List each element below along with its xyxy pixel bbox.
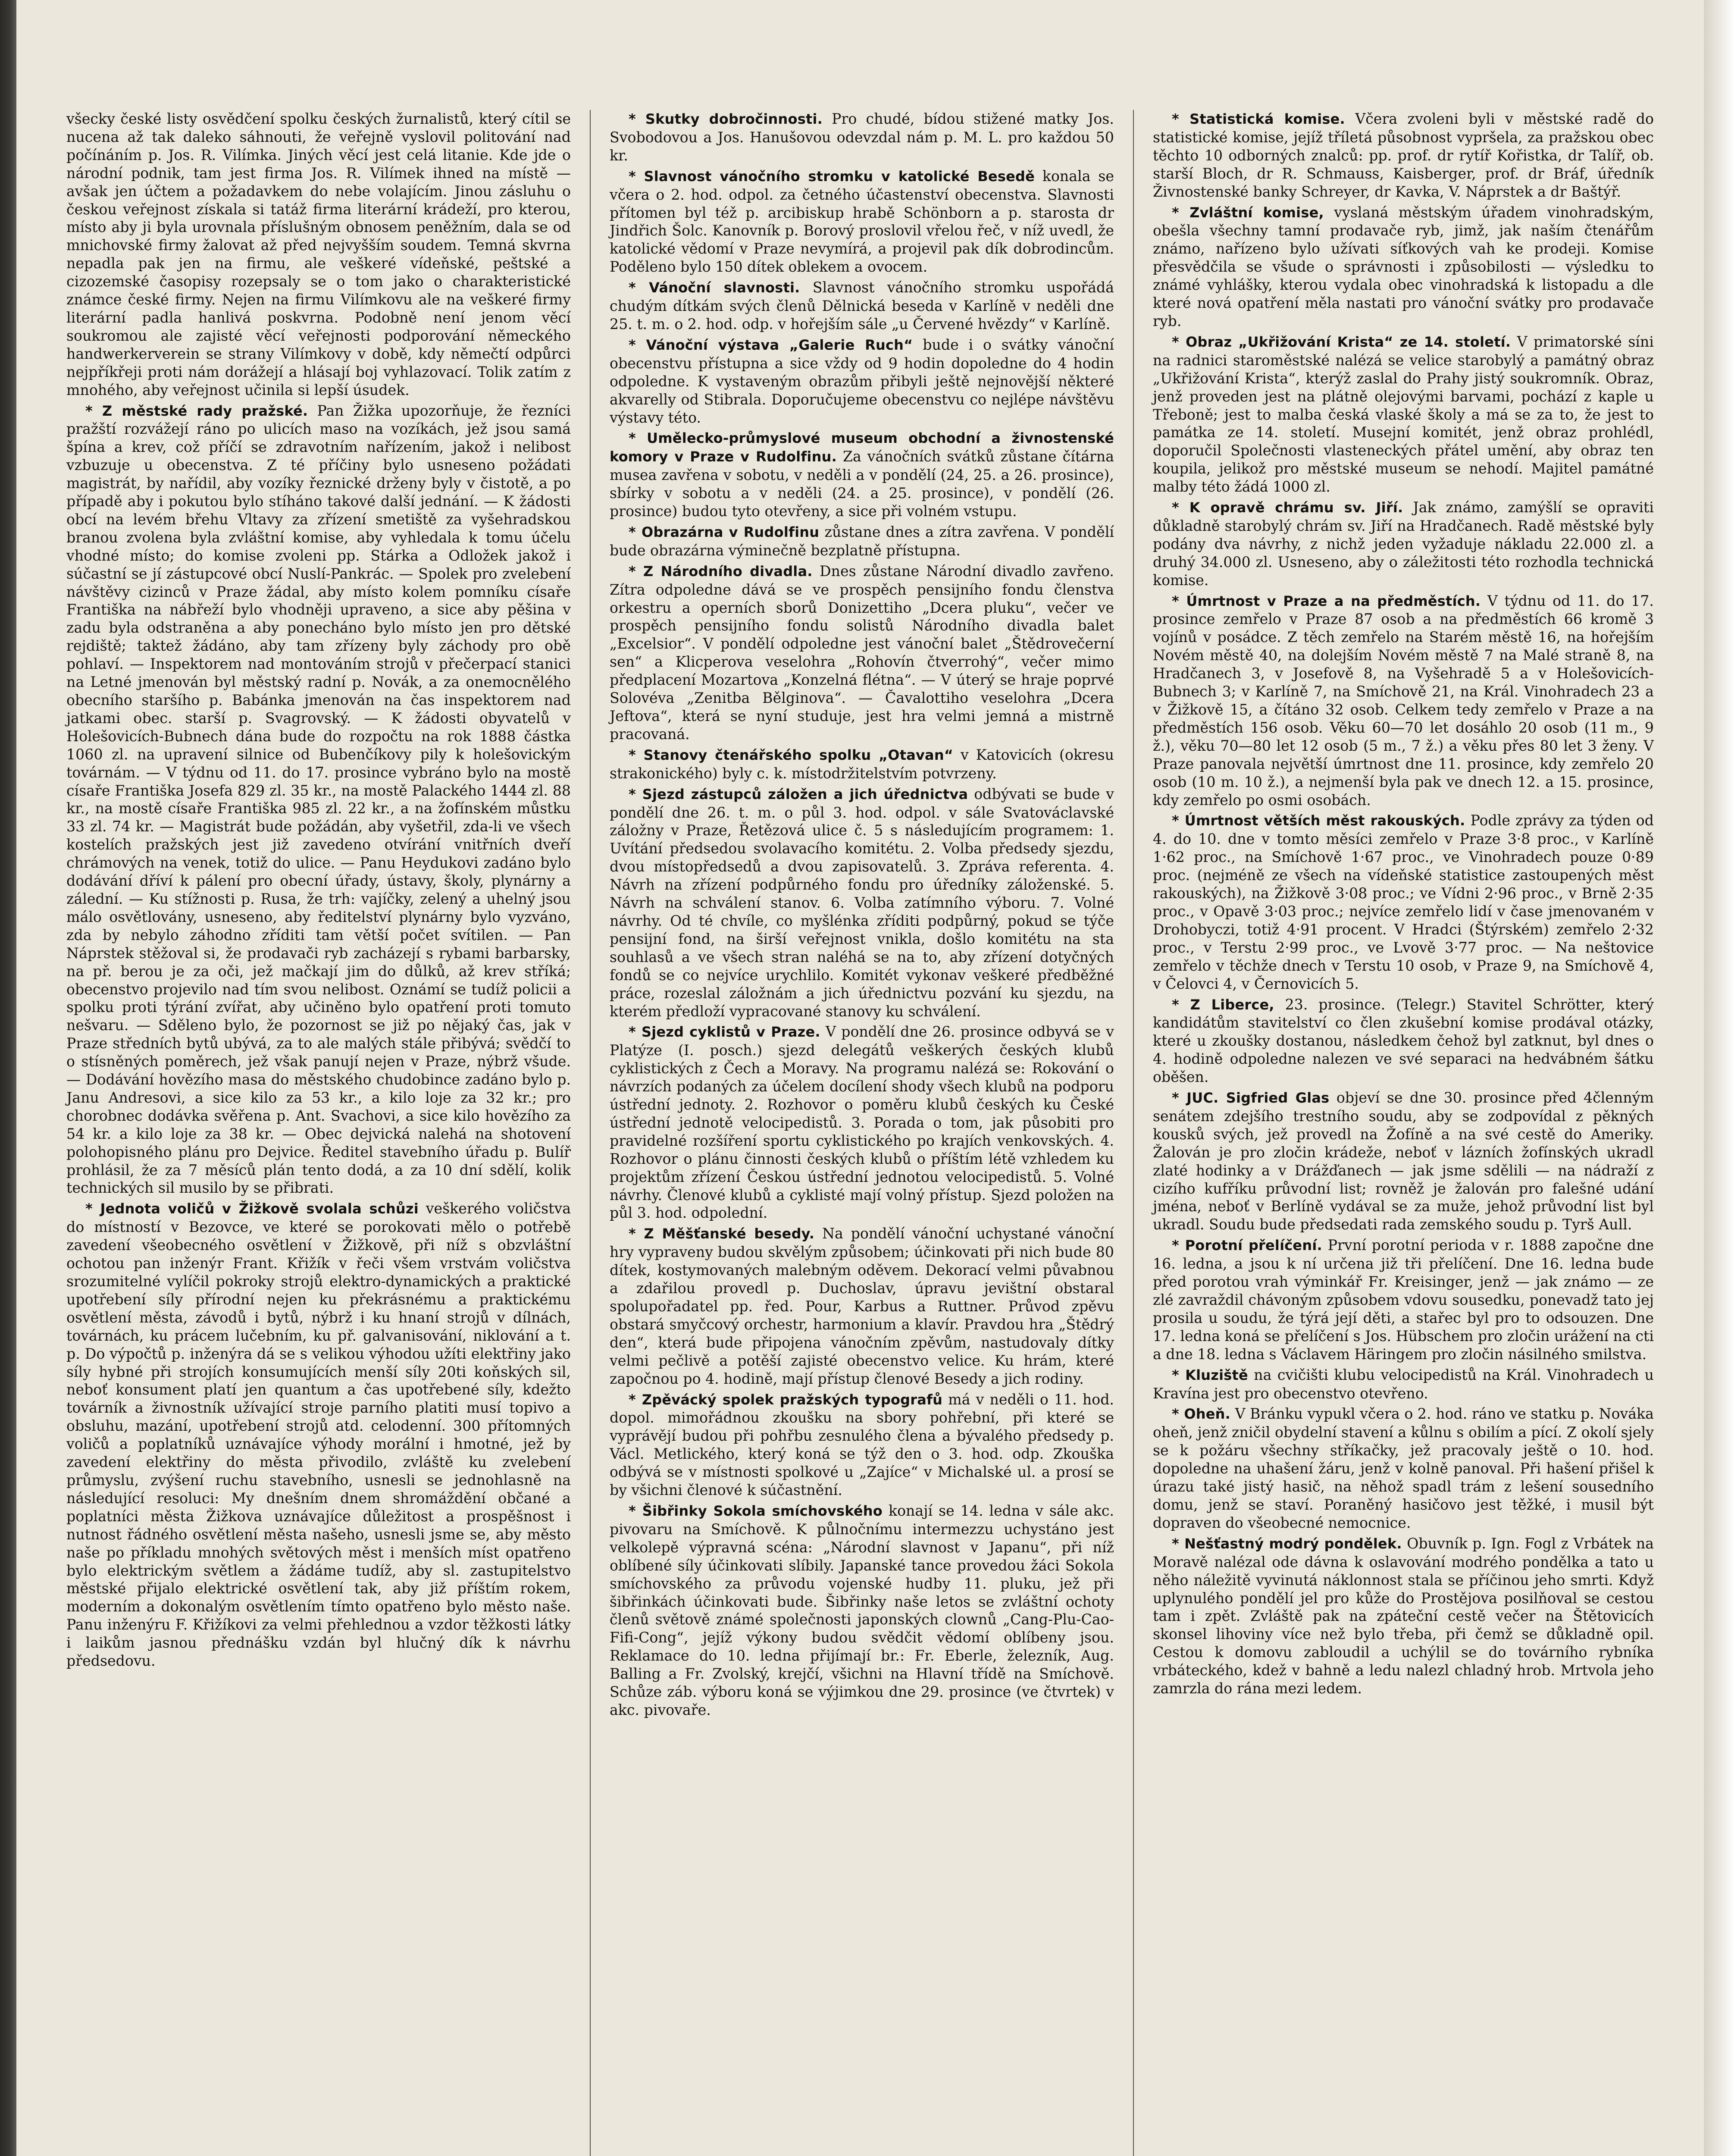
news-item	[610, 429, 1114, 520]
news-item-heading: * Slavnost vánočního stromku v katolické Besedě	[629, 168, 1035, 185]
news-item-body: V Bránku vypukl včera o 2. hod. ráno ve statku p. Nováka oheň, jenž zničil obydelní stavení a kůlnu s obilím a pící. Z okolí sjely se k požáru všechny stříkačky, jež pracovaly ještě o 10. hod. dopoledne na uhašení žáru, jenž v kolně panoval. Při hašení přišel k úrazu také jistý hasič, na něhož spadl trám z lešení sousedního domu, jenž se staví. Poraněný hasičovo jest těžké, i musil být dopraven do všeobecné nemocnice.	[1153, 1405, 1654, 1531]
news-item-body: v Katovicích (okresu strakonického) byly c. k. místodržitelstvím potvrzeny.	[610, 746, 1114, 782]
news-item-heading: * JUC. Sigfried Glas	[1172, 1090, 1330, 1106]
news-item-body: na cvičišti klubu velocipedistů na Král. Vinohradech u Kravína jest pro obecenstvo otevřeno.	[1153, 1366, 1654, 1402]
news-item-heading: * Kluziště	[1172, 1366, 1248, 1383]
news-item	[1153, 1405, 1654, 1532]
news-item	[610, 167, 1114, 276]
news-item-body: V primatorské síni na radnici staroměstské nalézá se velice starobylý a památný obraz „Ukřižování Krista“, kterýž zaslal do Prahy jistý soukromník. Obraz, jenž proveden jest na plátně olejovými barvami, pochází z kaple u Třeboně; jest to malba česká vlaské školy a má se za to, že jest to památka ze 14. století. Musejní komitét, jenž obraz prohlédl, doporučil Společnosti vlasteneckých přátel umění, aby obraz ten koupila, jelikož pro městské museum se nehodí. Majitel památné malby této žádá 1000 zl.	[1153, 333, 1654, 495]
news-item-heading: * Sjezd zástupců záložen a jich úřednictva	[629, 786, 968, 802]
news-item-body: První porotní perioda v r. 1888 započne dne 16. ledna, a jsou k ní určena již tři přelíčení. Dne 16. ledna bude před porotou vrah výminkář Fr. Kreisinger, jenž — jak známo — ze zlé zavraždil chávoným způsobem vdovu sousedku, ponevadž tato jej prosila u soudu, že týrá její děti, a stařec byl pro to odsouzen. Dne 17. ledna koná se přelíčení s Jos. Hübschem pro zločin urážení na cti a dne 18. ledna s Václavem Häringem pro zločin násilného smilstva.	[1153, 1237, 1654, 1363]
news-item-body: konají se 14. ledna v sále akc. pivovaru na Smíchově. K půlnočnímu intermezzu uchystáno jest velkolepě výpravná scéna: „Národní slavnost v Japanu“, při níž oblíbené síly účinkovati slíbily. Japanské tance provedou žáci Sokola smíchovského za průvodu vojenské hudby 11. pluku, jež při šibřinkách účinkovati bude. Šibřinky naše letos se zvláštní ochoty členů světově známé společnosti japonských clownů „Cang-Plu-Cao-Fifi-Cong“, jejíž výkony budou svědčit vědomí oblíbeny jsou. Reklamace do 10. ledna přijímají br.: Fr. Eberle, železník, Aug. Balling a Fr. Zvolský, krejčí, všichni na Hlavní třídě na Smíchově. Schůze záb. výboru koná se výjimkou dne 29. prosince (ve čtvrtek) v akc. pivovaře.	[610, 1502, 1114, 1718]
news-item-body: má v neděli o 11. hod. dopol. mimořádnou zkoušku na sbory pohřební, při které se vyprávějí budou při pohřbu zesnulého člena a bývalého předsedy p. Václ. Metlického, který koná se týž den o 3. hod. odp. Zkouška odbývá se v místnosti spolkové u „Zajíce“ v Michalské ul. a prosí se by všichni členové k súčastnění.	[610, 1391, 1114, 1499]
news-item	[610, 1502, 1114, 1719]
news-item-body: konala se včera o 2. hod. odpol. za četného účastenství obecenstva. Slavnosti přítomen byl též p. arcibiskup hrabě Schönborn a p. starosta dr Jindřich Šolc. Kanovník p. Borový proslovil vřelou řeč, v níž uvedl, že katolické vědomí v Praze nevymírá, a projevil pak dík dobrodincům. Poděleno bylo 150 dítek oblekem a ovocem.	[610, 167, 1114, 276]
news-item-heading: * Úmrtnost v Praze a na předměstích.	[1172, 592, 1481, 609]
news-item	[610, 336, 1114, 427]
news-item	[610, 523, 1114, 560]
news-item-heading: * Z Měšťanské besedy.	[629, 1225, 815, 1242]
news-item-body: 23. prosince. (Telegr.) Stavitel Schrötter, který kandidátům stavitelství co člen zkušební komise prodával otázky, které u zkoušky dostanou, následkem čehož byl zatknut, byl dnes o 4. hodině odpoledne nalezen ve své separaci na hedvábném šátku oběšen.	[1153, 996, 1654, 1086]
news-item-body: Obuvník p. Ign. Fogl z Vrbátek na Moravě nalézal ode dávna k oslavování modrého pondělka a tato u něho náležitě vyvinutá náklonnost stala se příčinou jeho smrti. Když uplynulého pondělí jel pro kůže do Prostějova posilňoval se cestou tam i zpět. Zvláště pak na zpáteční cestě večer na Štětovicích skonsel lihoviny více než bylo třeba, při čemž se důkladně opil. Cestou k domovu zabloudil a uchýlil se do továrního rybníka vrbáteckého, kdež v bahně a ledu nalezl chladný hrob. Mrtvola jeho zamrzla do rána mezi ledem.	[1153, 1535, 1654, 1697]
news-item	[1153, 996, 1654, 1087]
news-item-body: Slavnost vánočního stromku uspořádá chudým dítkám svých členů Dělnická beseda v Karlíně v neděli dne 25. t. m. o 2. hod. odp. v hořejším sále „u Červené hvězdy“ v Karlíně.	[610, 279, 1114, 332]
news-item-heading: * Obrazárna v Rudolfinu	[629, 523, 820, 540]
news-item-body: Jak známo, zamýšlí se opraviti důkladně starobylý chrám sv. Jiří na Hradčanech. Radě městské byly podány dva návrhy, z nichž jeden vyžaduje nákladu 22.000 zl. a druhý 34.000 zl. Usneseno, aby o záležitosti této rozhodla technická komise.	[1153, 499, 1654, 589]
news-item-body: V týdnu od 11. do 17. prosince zemřelo v Praze 87 osob a na předměstích 66 kromě 3 vojínů v posádce. Z těch zemřelo na Starém městě 16, na hořejším Novém městě 40, na dolejším Novém městě 7 na Malé straně 8, na Hradčanech 3, v Josefově 8, na Vyšehradě 5 a v Holešovicích-Bubnech 3; v Karlíně 7, na Smíchově 21, na Král. Vinohradech 23 a v Žižkově 15, a čítáno 32 osob. Celkem tedy zemřelo v Praze a na předměstích 156 osob. Věku 60—70 let dosáhlo 20 osob (11 m., 9 ž.), věku 70—80 let 12 osob (5 m., 7 ž.) a věku přes 80 let 3 ženy. V Praze panovala největší úmrtnost dne 11. prosince, kdy zemřelo 20 osob (10 m. 10 ž.), a nejmenší byla pak ve dnech 12. a 15. prosince, kdy zemřelo po osmi osobách.	[1153, 592, 1654, 808]
news-item	[1153, 498, 1654, 589]
news-item	[610, 746, 1114, 783]
news-item-heading: * K opravě chrámu sv. Jiří.	[1172, 499, 1403, 516]
news-item	[1153, 812, 1654, 993]
news-item-heading: * Nešťastný modrý pondělek.	[1172, 1535, 1402, 1552]
news-item-heading: * Z Národního divadla.	[629, 563, 813, 580]
news-item	[66, 110, 571, 399]
news-item-heading: * Umělecko-průmyslové museum obchodní a živnostenské komory v Praze v Rudolfinu.	[610, 430, 1114, 465]
news-item-body: zůstane dnes a zítra zavřena. V pondělí bude obrazárna výminečně bezplatně přístupna.	[610, 523, 1114, 559]
news-item	[610, 1023, 1114, 1222]
news-item	[610, 785, 1114, 1021]
text-columns	[47, 110, 1673, 2156]
news-item-body: Pan Žižka upozorňuje, že řezníci pražští rozvážejí ráno po ulicích maso na vozíkách, jež jsou samá špína a krev, což příčí se zdravotním nařízením, jakož i nelibost vzbuzuje u obecenstva. Z té příčiny bylo usneseno požádati magistrát, by nařídil, aby vozíky řeznické drženy byly v čistotě, a po případě aby i pokutou bylo stíháno takové další jednání. — K žádosti obcí na levém břehu Vltavy za zřízení smetiště za vyšehradskou branou zvolena byla zvláštní komise, aby vyhledala k tomu účelu vhodné místo; do komise zvoleni pp. Stárka a Odložek jakož i súčastní se jí zástupcové obcí Nuslí-Pankrác. — Spolek pro zvelebení návštěvy cizinců v Praze žádal, aby místo kolem pomníku císaře Františka na nábřeží bylo vhodněji upraveno, a sice aby pěšina v zadu byla odstraněna a aby ponecháno bylo místo jen pro dětské rejdiště; taktež žádáno, aby tam zřízeny byly záchody pro obě pohlaví. — Inspektorem nad montováním strojů v přečerpací stanici na Letné jmenován byl městský radní p. Novák, a za onemocnělého obecního staršího p. Babánka jmenován na čas inspektorem nad jatkami obec. starší p. Svagrovský. — K žádosti obyvatelů v Holešovicích-Bubnech dána bude do rozpočtu na rok 1888 částka 1060 zl. na upravení silnice od Bubenčíkovy pily k holešovickým továrnám. — V týdnu od 11. do 17. prosince vybráno bylo na mostě císaře Františka Josefa 829 zl. 35 kr., na mostě Palackého 1444 zl. 88 kr., na mostě císaře Františka 985 zl. 22 kr., a na žofínském můstku 33 zl. 74 kr. — Magistrát bude požádán, aby vyšetřil, zda-li ve všech kostelích pražských jest již zavedeno otvírání vnitřních dveří chrámových na venek, totiž do ulice. — Panu Heydukovi zadáno bylo dodávání dříví k pálení pro obecní úřady, ústavy, školy, plynárny a zálední. — Ku stížnosti p. Rusa, že trh: vajíčky, zelený a uhelný jsou málo osvětlovány, usneseno, aby ředitelství plynárny bylo vyzváno, zda by nebylo záhodno zříditi tam větší počet svítilen. — Pan Náprstek stěžoval si, že prodavači ryb zacházejí s rybami barbarsky, na př. berou je za oči, jež mačkají jim do důlků, až krev stříká; obecenstvo projevilo nad tím svou nelibost. Oznámí se tudíž policii a spolku proti týrání zvířat, aby učiněno bylo opatření proti tomuto nešvaru. — Sděleno bylo, že pozornost se již po nějaký čas, jak v Praze středních bytů ubývá, za to ale malých stále přibývá; svědčí to o stísněných poměrech, jež však panují nejen v Praze, nýbrž všude. — Dodávání hovězího masa do městského chudobince zadáno bylo p. Janu Andresovi, a sice kilo za 53 kr., a kilo loje za 32 kr.; pro chorobnec dodávka svěřena p. Ant. Svachovi, a sice kilo hovězího za 54 kr. a kilo loje za 38 kr. — Obec dejvická nalehá na shotovení polohopisného plánu pro Dejvice. Ředitel stavebního úřadu p. Bulíř prohlásil, že za 7 měsíců plán tento dodá, a za 10 dní sdělí, kolik technických sil musilo by se přibrati.	[66, 402, 571, 1197]
news-item-heading: * Sjezd cyklistů v Praze.	[629, 1024, 820, 1040]
news-item-heading: * Z městské rady pražské.	[85, 402, 308, 419]
news-item	[66, 1200, 571, 1670]
news-item-heading: * Vánoční výstava „Galerie Ruch“	[629, 336, 913, 353]
news-item	[1153, 1236, 1654, 1363]
news-item	[610, 562, 1114, 743]
news-item-heading: * Úmrtnost větších měst rakouských.	[1172, 812, 1465, 829]
news-item-heading: * Šibřinky Sokola smíchovského	[629, 1502, 883, 1519]
news-item	[610, 1225, 1114, 1388]
scan-shadow-left	[0, 0, 16, 2156]
news-item-heading: * Z Liberce,	[1172, 996, 1274, 1013]
column-2	[590, 110, 1133, 2156]
news-item-heading: * Porotní přelíčení.	[1172, 1237, 1322, 1254]
scan-edge-right	[1704, 0, 1734, 2156]
news-item-body: všecky české listy osvědčení spolku českých žurnalistů, který cítil se nucena až tak daleko sáhnouti, že veřejně vyslovil politování nad počínáním p. Jos. R. Vilímka. Jiných věcí jest celá litanie. Kde jde o národní podnik, tam jest firma Jos. R. Vilímek ihned na místě — avšak jen účtem a požadavkem do nebe volajícím. Jinou zásluhu o českou veřejnost získala si tatáž firma literární krádeží, pro kterou, místo aby ji byla urovnala příslušným obnosem peněžním, dala se od mnichovské firmy žalovat až před nejvyšším soudem. Temná skvrna nepadla pak jen na firmu, ale veškeré vídeňské, peštské a cizozemské časopisy rozepsaly se o tom jako o charakteristické známce české firmy. Nejen na firmu Vilímkovu ale na veškeré firmy literární padla hanlivá poskvrna. Podobně není jenom věcí soukromou ale zajisté věcí veřejnosti podporování německého handwerkerverein se strany Vilímkovy v době, kdy němečtí odpůrci nejpříkřeji proti nám dorážejí a hlásají boj vyhlazovací. Tolik zatím z mnohého, aby veřejnost učinila si lepší úsudek.	[66, 110, 571, 398]
news-item	[1153, 1535, 1654, 1698]
news-item	[1153, 204, 1654, 330]
news-item-body: objeví se dne 30. prosince před 4členným senátem zdejšího trestního soudu, aby se zodpovídal z pěkných kousků svých, jež provedl na Žofíně a na své cestě do Ameriky. Žalován je pro zločin krádeže, neboť v lázních žofínských ukradl zlaté hodinky a v Drážďanech — jak jsme sdělili — na nádraží z cizího kufříku průvodní list; rovněž je žalován pro falešné udání jména, neboť v Berlíně vydával se za muže, jehož průvodní list byl ukradl. Soudu bude předsedati rada zemského soudu p. Tyrš Aull.	[1153, 1089, 1654, 1233]
news-item-body: V pondělí dne 26. prosince odbyvá se v Platýze (I. posch.) sjezd delegátů veškerých českých klubů cyklistických z Čech a Moravy. Na programu nalézá se: Rokování o návrzích podaných za účelem docílení shody všech klubů na podporu ústřední jednoty. 2. Rozhovor o poměru klubů českých ku České ústřední jednotě velocipedistů. 3. Porada o tom, jak působiti pro pravidelné rozšíření sportu cyklistického po krajích venkovských. 4. Rozhovor o plánu činnosti českých klubů o příštím létě vzhledem ku projektům zřízení Českou ústřední jednotou velocipedistů. 5. Volné návrhy. Členové klubů a cyklisté mají volný přístup. Sjezd položen na půl 3. hod. odpolední.	[610, 1023, 1114, 1222]
news-item	[66, 402, 571, 1197]
column-1	[47, 110, 590, 2156]
news-item-heading: * Stanovy čtenářského spolku „Otavan“	[629, 746, 954, 763]
news-item-heading: * Oheň.	[1172, 1406, 1230, 1423]
news-item-heading: * Zpěvácký spolek pražských typografů	[629, 1391, 943, 1408]
news-item-body: Na pondělí vánoční uchystané vánoční hry vypraveny budou skvělým způsobem; účinkovati při nich bude 80 dítek, kostymovaných malebným oděvem. Dekorací velmi půvabnou a zdařilou provedl p. Duchoslav, úpravu jevištní obstaral spolupořadatel pp. řed. Pour, Karbus a Ruttner. Průvod zpěvu obstará smyčcový orchestr, harmonium a klavír. Pravdou hra „Štědrý den“, která bude připojena vánočním zpěvům, nastudovaly dítky velmi pečlivě a potěší zajisté obecenstvo velice. Ku hrám, které započnou po 4. hodině, mají přístup členové Besedy a jich rodiny.	[610, 1225, 1114, 1387]
news-item-body: odbývati se bude v pondělí dne 26. t. m. o půl 3. hod. odpol. v sále Svatováclavské záložny v Praze, Řetězová ulice č. 5 s následujícím programem: 1. Uvítání předsedou svolavacího komitétu. 2. Volba předsedy sjezdu, dvou místopředsedů a dvou zapisovatelů. 3. Zpráva referenta. 4. Návrh na zřízení podpůrného fondu pro úředníky záloženské. 5. Návrh na schválení stanov. 6. Volba zatímního výboru. 7. Volné návrhy. Od té chvíle, co myšlénka zříditi podpůrný, pokud se týče pensijní fond, na širší veřejnost vnikla, došlo komitétu na sta souhlasů a ve všech stran naléhá se na to, aby zřízení dotyčných fondů se co nejvíce urychlilo. Komitét vykonav veškeré předběžné práce, rozeslal záložnám a jich úřednictvu pozvání ku sjezdu, na kterém předloží vypracované stanovy ku schválení.	[610, 785, 1114, 1020]
news-item-body: Za vánočních svátků zůstane čítárna musea zavřena v sobotu, v neděli a v pondělí (24, 25. a 26. prosince), sbírky v sobotu a v neděli (24. a 25. prosince), v pondělí (26. prosince) budou tyto otevřeny, a sice při volném vstupu.	[610, 448, 1114, 520]
news-item-body: bude i o svátky vánoční obecenstvu přístupna a sice vždy od 9 hodin dopoledne do 4 hodin odpoledne. K vystaveným obrazům přibyli ještě nejnovější některé akvarelly od Stibrala. Doporučujeme obecenstvu co nejlépe návštěvu výstavy této.	[610, 336, 1114, 426]
news-item-body: Podle zprávy za týden od 4. do 10. dne v tomto měsíci zemřelo v Praze 3·8 proc., v Karlíně 1·62 proc., na Smíchově 1·67 proc., ve Vinohradech pouze 0·89 proc. (nejméně ze všech na vídeňské statistice zastoupených měst rakouských), na Žižkově 3·08 proc.; ve Vídni 2·96 proc., v Brně 2·35 proc., v Opavě 3·03 proc.; nejvíce zemřelo lidí v čase jmenovaném v Drohobyczi, totiž 4·91 procent. V Hradci (Štýrském) zemřelo 2·32 proc., v Terstu 2·99 proc., ve Lvově 3·77 proc. — Na neštovice zemřelo v těchže dnech v Terstu 10 osob, v Praze 9, na Smíchově 4, v Čelovci 4, v Černovicích 5.	[1153, 812, 1654, 992]
news-item-body: Pro chudé, bídou stižené matky Jos. Svobodovou a Jos. Hanušovou odevzdal nám p. M. L. pro každou 50 kr.	[610, 110, 1114, 164]
news-item	[1153, 592, 1654, 809]
news-item-body: Dnes zůstane Národní divadlo zavřeno. Zítra odpoledne dává se ve prospěch pensijního fondu členstva orkestru a operních sborů Donizettiho „Dcera pluku“, večer ve prospěch pensijního fondu solistů Národního divadla balet „Excelsior“. V pondělí odpoledne jest vánoční balet „Štědrovečerní sen“ a Klicperova veselohra „Rohovín čtverrohý“, večer mimo předplacení Mozartova „Konzelná flétna“. — V úterý se hraje poprvé Solovéva „Zenitba Bělginova“. — Čavalottiho veselohra „Dcera Jeftova“, která se nyní studuje, jest hra velmi jemná a mistrně pracovaná.	[610, 562, 1114, 743]
news-item	[1153, 1089, 1654, 1234]
news-item-body: veškerého voličstva do místností v Bezovce, ve které se porokovati mělo o potřebě zavedení všeobecného osvětlení v Žižkově, při níž s obzvláštní ochotou pan inženýr Frant. Křižík v řeči všem vrstvám voličstva srozumitelné vylíčil pokroky strojů elektro-dynamických a praktické upotřebení síly přírodní nejen ku překrásnému a praktickému osvětlení města, závodů i bytů, nýbrž i ku hnaní strojů v dílnách, továrnách, ku prácem lučebním, ku př. galvanisování, niklování a t. p. Do výpočtů p. inženýra dá se s velikou výhodou užíti elektřiny jako síly hybné při strojích konsumujících menší síly 20ti koňských sil, neboť konsument platí jen quantum a čas upotřebené síly, kdežto továrník a živnostník užívající stroje parního platiti musí topivo a obsluhu, mazání, upotřebení strojů atd. celodenní. 300 přítomných voličů a poplatníků uznávajíce výhody morální i hmotné, jež by zavedení elektřiny do města přivodilo, zvláště ku zvelebení průmyslu, zvýšení ruchu stavebního, usnesli se jednohlasně na následující resoluci: My dnešním dnem shromáždění občané a poplatníci města Žižkova uznávajíce důležitost a prospěšnost i nutnost řádného osvětlení města našeho, usnesli jsme se, aby město naše po příkladu mnohých světových měst i menších míst opatřeno bylo elektrickým světlem a žádáme tudíž, aby sl. zastupitelstvo městské přijalo elektrické osvětlení tak, aby již příštím rokem, moderním a dokonalým osvětlením tímto opatřeno bylo město naše. Panu inženýru F. Křižíkovi za velmi přehlednou a vzdor těžkosti látky i laikům jasnou přednášku vzdán byl hlučný dík k návrhu předsedovu.	[66, 1200, 571, 1670]
column-3	[1133, 110, 1673, 2156]
news-item	[1153, 110, 1654, 201]
news-item-heading: * Statistická komise.	[1172, 111, 1345, 127]
news-item	[1153, 1366, 1654, 1403]
news-item	[610, 279, 1114, 333]
news-item-heading: * Zvláštní komise,	[1172, 204, 1324, 221]
news-item-heading: * Jednota voličů v Žižkově svolala schůzi	[85, 1200, 419, 1217]
news-item	[610, 110, 1114, 165]
news-item	[610, 1391, 1114, 1499]
news-item	[1153, 333, 1654, 496]
news-item-heading: * Skutky dobročinnosti.	[629, 111, 823, 127]
news-item-body: Včera zvoleni byli v městské radě do statistické komise, jejíž tříletá působnost vypršela, za pražskou obec těchto 10 odborných znalců: pp. prof. dr rytíř Kořistka, dr Talíř, ob. starší Bloch, dr R. Schmauss, Kaisberger, prof. dr Bráf, úředník Živnostenské banky Schreyer, dr Kavka, V. Náprstek a dr Baštýř.	[1153, 110, 1654, 200]
news-item-heading: * Obraz „Ukřižování Krista“ ze 14. století.	[1172, 333, 1511, 350]
news-item-heading: * Vánoční slavnosti.	[629, 279, 800, 296]
news-item-body: vyslaná městským úřadem vinohradským, obešla všechny tamní prodavače ryb, jimž, jak naším čtenářům známo, nařízeno bylo užívati síťkových vah ke prodeji. Komise přesvědčila se všude o správnosti i způsobilosti — výsledku to známé vyhlášky, kterou vydala obec vinohradská k listopadu a dle které nová opatření měla nastati pro vánoční svátky pro prodavače ryb.	[1153, 204, 1654, 329]
